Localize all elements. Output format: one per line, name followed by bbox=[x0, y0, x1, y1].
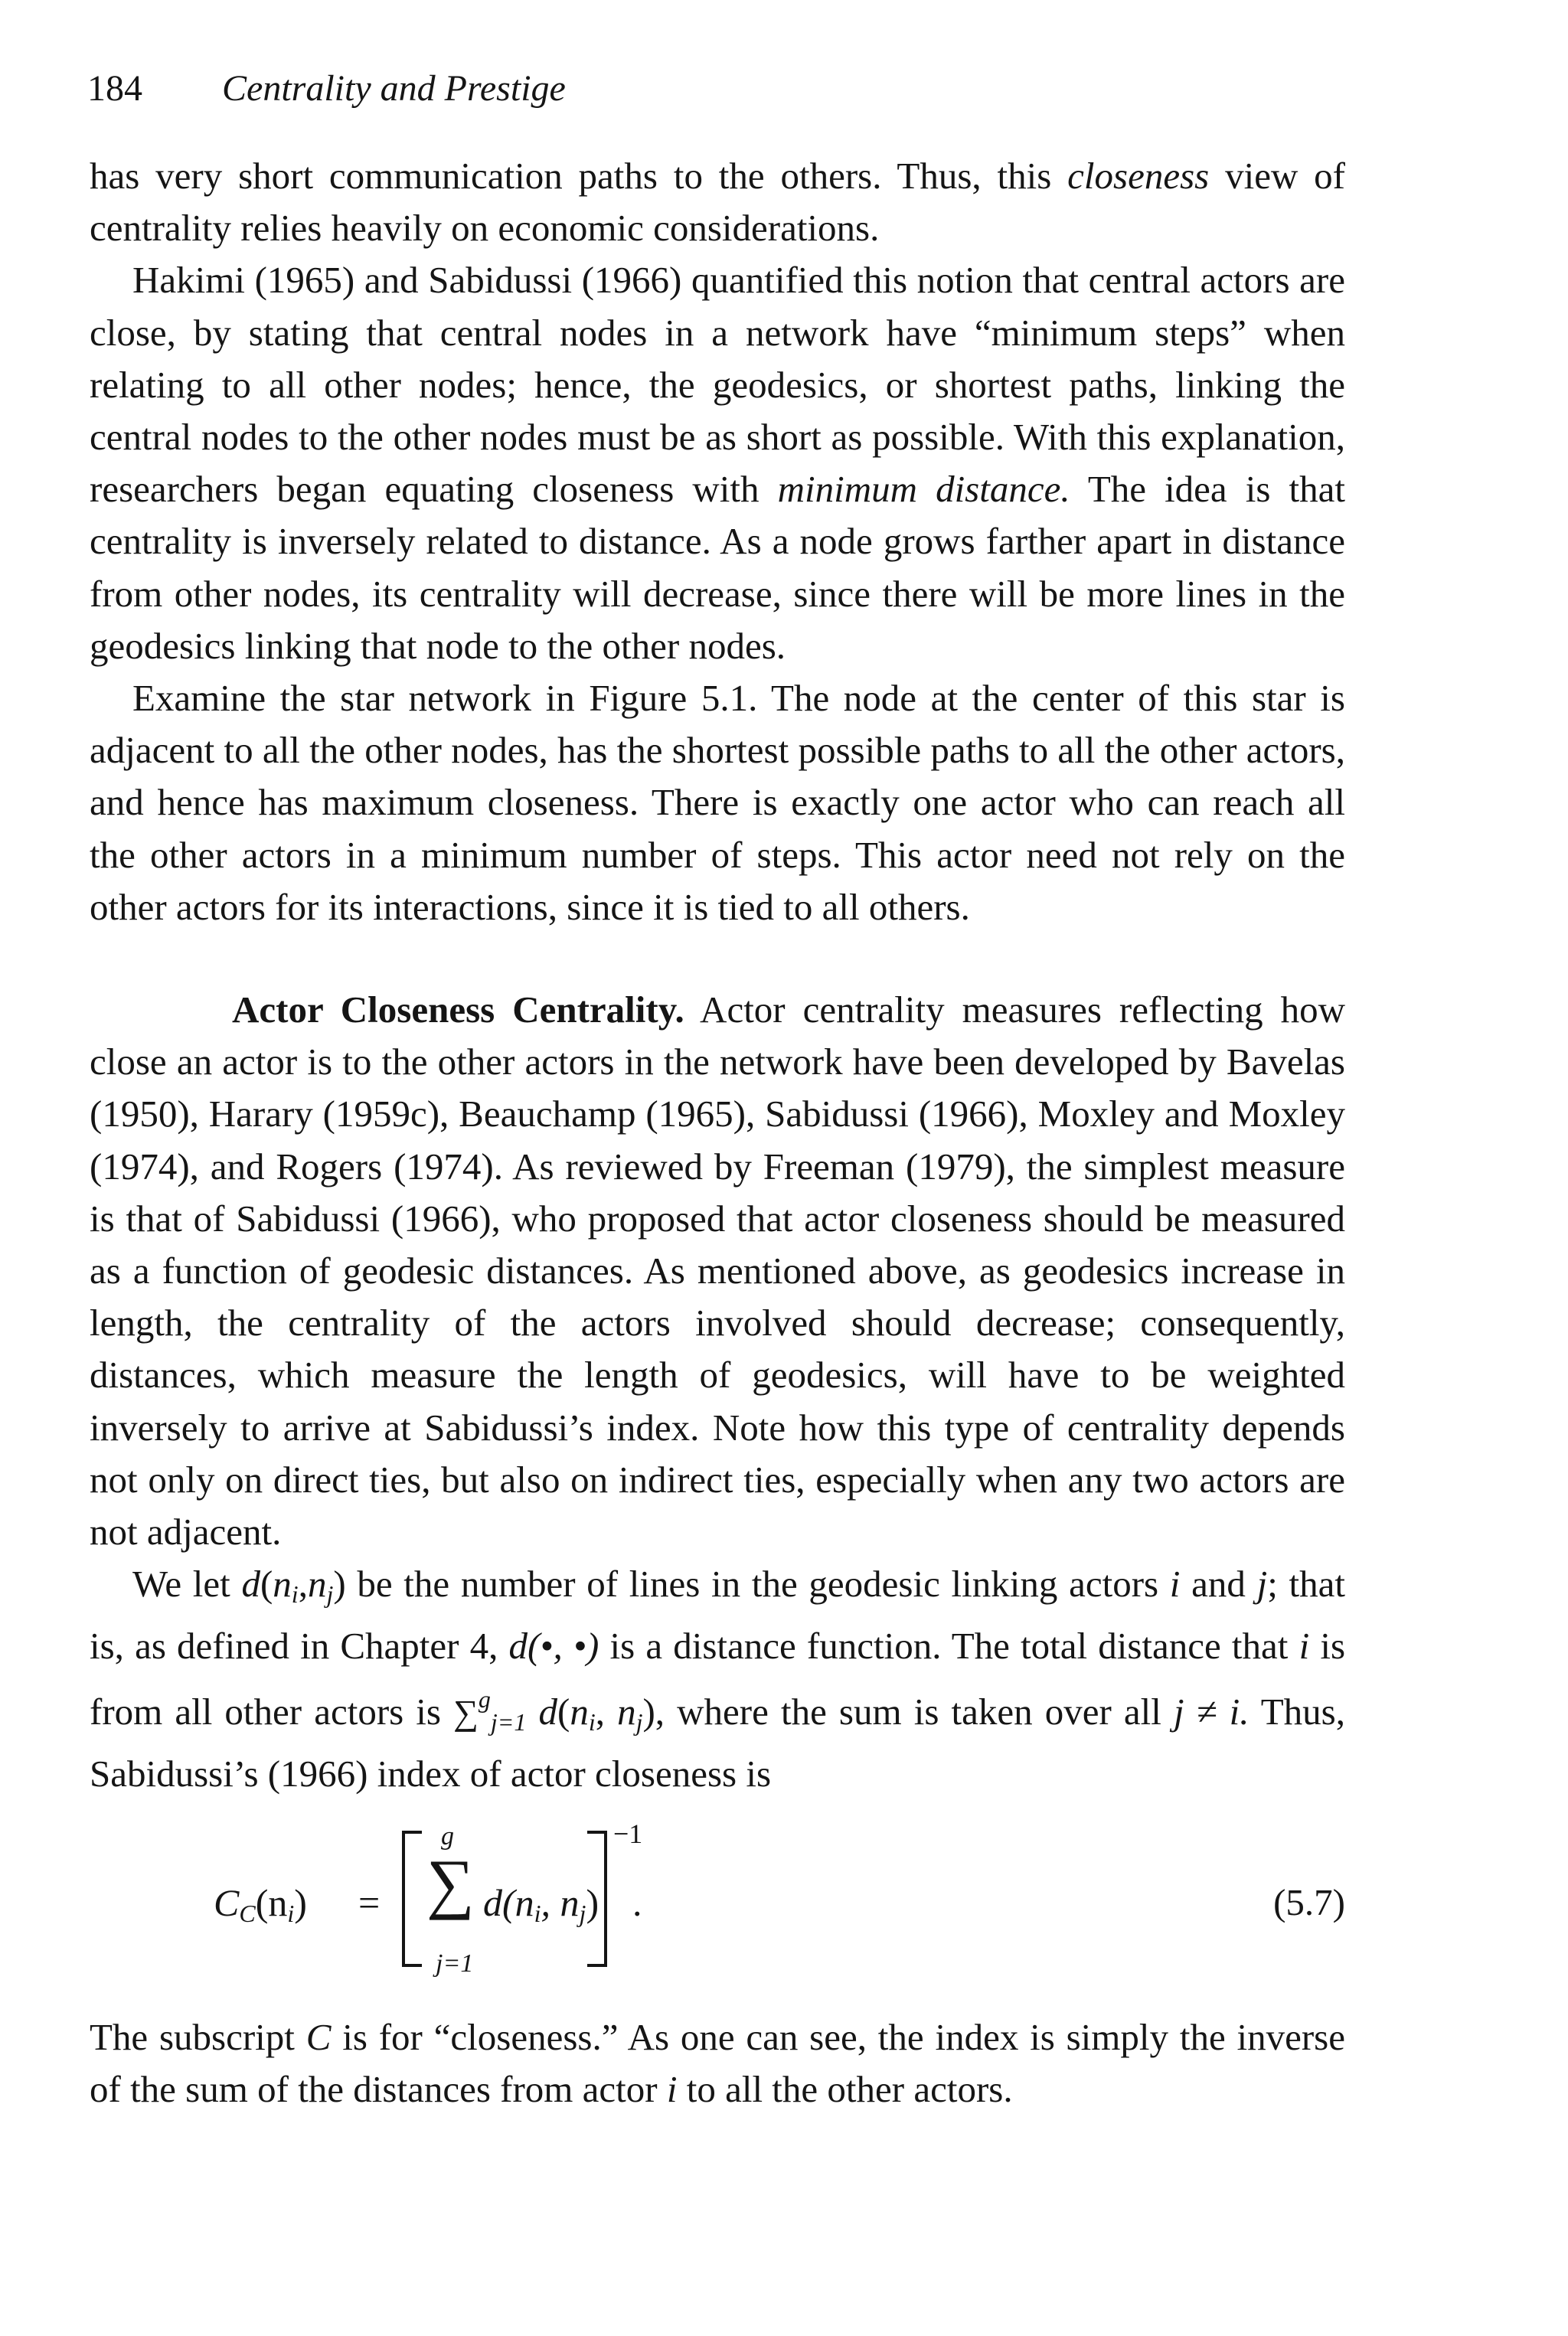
distance-term: $d(n_i$, $n_j$) bbox=[483, 1881, 599, 1928]
section-paragraph: Actor Closeness Centrality. Actor centrality measures reflecting how close an actor is to the other actors in the network have been developed by Bavelas (1950), Harary (1959c), Beauchamp (1965), Sabidussi (1966), Moxley and Moxley (1974), and Rogers (1974). As reviewed by Freeman (1979), the simplest measure is that of Sabidussi (1966), who proposed that actor closeness should be measured as a function of geodesic distances. As mentioned above, as geodesics increase in length, the centrality of the actors involved should decrease; consequently, distances, which measure the length of geodesics, will have to be weighted inversely to arrive at Sabidussi’s index. Note how this type of centrality depends not only on direct ties, but also on indirect ties, especially when any two actors are not adjacent. bbox=[90, 988, 1345, 1554]
body-text bbox=[90, 150, 1345, 2116]
paragraph-2: Hakimi (1965) and Sabidussi (1966) quantified this notion that central actors are close, by stating that central nodes in a network have “minimum steps” when relating to all other nodes; hence, the geodesics, or shortest paths, linking the central nodes to the other nodes must be as short as possible. With this explanation, researchers began equating closeness with minimum distance. The idea is that centrality is inversely related to distance. As a node grows farther apart in distance from other nodes, its centrality will decrease, since there will be more lines in the geodesics linking that node to the other nodes. bbox=[90, 259, 1345, 667]
section-heading: Actor Closeness Centrality. bbox=[232, 988, 684, 1031]
paragraph-1: has very short communication paths to the others. Thus, this closeness view of centrality relies heavily on economic considerations. bbox=[90, 155, 1345, 250]
equation-equals: = bbox=[358, 1881, 381, 1925]
right-bracket bbox=[587, 1831, 607, 1967]
equation-number: (5.7) bbox=[1273, 1881, 1345, 1924]
paragraph-6: The subscript C is for “closeness.” As one can see, the index is simply the inverse of the sum of the distances from actor i to all the other actors. bbox=[90, 2016, 1345, 2111]
equation-5-7 bbox=[90, 1803, 1345, 2011]
sum-lower-limit: j=1 bbox=[436, 1949, 474, 1978]
left-bracket bbox=[402, 1831, 422, 1967]
equation-lhs: $C_C(n_i)$ bbox=[214, 1881, 307, 1928]
summation-symbol: ∑ bbox=[426, 1847, 475, 1922]
paragraph-3: Examine the star network in Figure 5.1. The node at the center of this star is adjacent to all the other nodes, has the shortest possible paths to all the other actors, and hence has maximum closeness. There is exactly one actor who can reach all the other actors in a minimum number of steps. This actor need not rely on the other actors for its interactions, since it is tied to all others. bbox=[90, 677, 1345, 928]
equation-exponent: −1 bbox=[613, 1818, 643, 1850]
equation-period: . bbox=[632, 1881, 642, 1925]
running-head bbox=[87, 70, 566, 107]
chapter-title: Centrality and Prestige bbox=[222, 68, 566, 109]
page-number: 184 bbox=[87, 68, 142, 109]
sum-upper-limit: g bbox=[441, 1822, 454, 1851]
paragraph-5: We let $d(n_i,n_j)$ be the number of lines in the geodesic linking actors i and j; that is, as defined in Chapter 4, d(•, •) is a distance function. The total distance that i is from all other actors is ∑$^g_{j=1}$ $d(n_i$, $n_j$), where the sum is taken over all j ≠ i. Thus, Sabidussi’s (1966) index of actor closeness is bbox=[90, 1563, 1346, 1795]
